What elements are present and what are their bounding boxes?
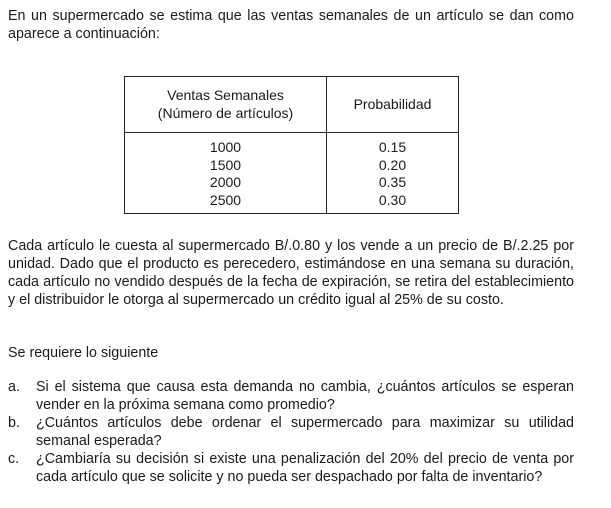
probability-value: 0.30 [378, 191, 407, 208]
question-text: ¿Cambiaría su decisión si existe una penalización del 20% del precio de venta por cada artículo que se solicite y no pueda ser despachado por falta de inventario? [36, 451, 574, 485]
sales-header-line1: Ventas Semanales [167, 87, 284, 103]
cost-paragraph: Cada artículo le cuesta al supermercado B/.0.80 y los vende a un precio de B/.2.25 por unidad. Dado que el producto es perecedero, estimándose en una semana su duración, cada artículo no vendido después de la fecha de expiración, se retira del establecimiento y el distribuidor le otorga al supermercado un crédito igual al 25% de su costo. [8, 238, 574, 308]
questions-list [8, 378, 574, 486]
sales-value: 1000 [209, 139, 242, 155]
probability-value: 0.20 [378, 156, 407, 173]
sales-column-header [125, 77, 327, 133]
question-item-b [8, 414, 574, 450]
sales-value: 2500 [209, 191, 242, 208]
intro-paragraph: En un supermercado se estima que las ventas semanales de un artículo se dan como aparece a continuación: [8, 8, 574, 42]
question-item-a [8, 378, 574, 414]
probability-column-header: Probabilidad [327, 77, 459, 133]
question-letter: a. [8, 379, 20, 395]
sales-values-cell [125, 133, 327, 214]
question-letter: b. [8, 415, 20, 431]
probability-values-cell [327, 133, 459, 214]
probability-value: 0.15 [378, 139, 407, 155]
table-body-row [125, 133, 459, 214]
probability-value: 0.35 [378, 174, 407, 190]
table-header-row [125, 77, 459, 133]
probability-table [124, 76, 459, 214]
question-letter: c. [8, 451, 20, 467]
requirement-text: Se requiere lo siguiente [8, 345, 159, 361]
sales-header-line2: (Número de artículos) [157, 104, 294, 121]
question-text: ¿Cuántos artículos debe ordenar el supermercado para maximizar su utilidad semanal esperada? [36, 415, 574, 449]
question-text: Si el sistema que causa esta demanda no cambia, ¿cuántos artículos se esperan vender en la próxima semana como promedio? [36, 379, 574, 413]
sales-value: 2000 [209, 174, 242, 190]
question-item-c [8, 450, 574, 486]
sales-value: 1500 [209, 156, 242, 173]
